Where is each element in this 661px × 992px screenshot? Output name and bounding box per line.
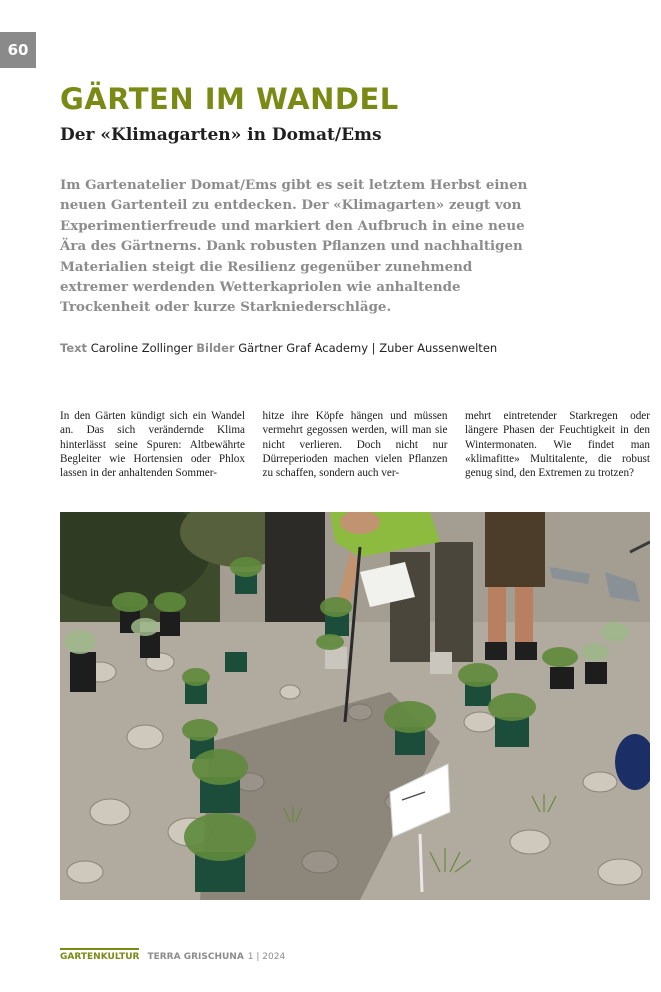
credits-line [60, 340, 620, 356]
garden-photo [60, 512, 650, 900]
body-column-3: mehrt eintretender Starkregen oder längere Phasen der Feuchtigkeit in den Wintermonaten. Wie findet man «klimafitte» Multitalente, die robust genug sind, den Extremen zu trotzen? [465, 410, 650, 480]
credits-text-author: Caroline Zollinger [90, 341, 193, 355]
article-subtitle: Der «Klimagarten» in Domat/Ems [60, 125, 382, 145]
garden-photo-illustration [60, 512, 650, 900]
body-text-columns [60, 409, 650, 480]
footer-section-name: GARTENKULTUR [60, 948, 139, 963]
footer-magazine-name: TERRA GRISCHUNA [147, 952, 244, 962]
article-title: GÄRTEN IM WANDEL [60, 82, 399, 116]
body-column-1: In den Gärten kündigt sich ein Wandel an. Das sich verändernde Klima hinterlässt seine Spuren: Altbewährte Begleiter wie Hortensien oder Phlox lassen in der anhaltenden Sommer- [60, 410, 245, 480]
body-column-2: hitze ihre Köpfe hängen und müssen vermehrt gegossen werden, will man sie nicht verlieren. Doch nicht nur Dürreperioden machen vielen Pflanzen zu schaffen, sondern auch ver- [262, 410, 448, 480]
page-number: 60 [0, 32, 36, 68]
credits-images-author: Gärtner Graf Academy | Zuber Aussenwelten [238, 341, 498, 355]
credits-text-label: Text [60, 341, 88, 355]
footer-issue: 1 | 2024 [247, 952, 286, 962]
page-footer [60, 948, 460, 963]
credits-images-label: Bilder [196, 341, 235, 355]
article-lead: Im Gartenatelier Domat/Ems gibt es seit letztem Herbst einen neuen Gartenteil zu entdecken. Der «Klimagarten» zeugt von Experimentierfreude und markiert den Aufbruch in eine neue Ära des Gärtnerns. Dank robusten Pflanzen und nachhaltigen Materialien steigt die Resilienz gegenüber zunehmend extremer werdenden Wetterkapriolen wie anhaltende Trockenheit oder kurze Starkniederschläge. [60, 177, 528, 316]
